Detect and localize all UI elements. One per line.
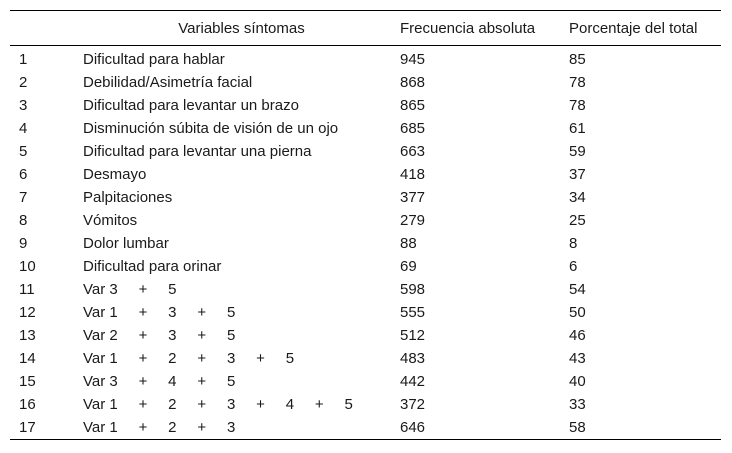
row-variable: Var 3 + 5 <box>83 281 177 298</box>
row-percentage: 58 <box>569 419 586 436</box>
row-number: 17 <box>19 419 36 436</box>
table-row <box>10 186 721 209</box>
table-row <box>10 163 721 186</box>
row-frequency: 865 <box>400 97 426 114</box>
row-percentage: 40 <box>569 373 586 390</box>
table-row <box>10 94 721 117</box>
row-number: 14 <box>19 350 36 367</box>
row-variable: Dificultad para orinar <box>83 258 222 275</box>
table-row <box>10 416 721 440</box>
row-variable: Desmayo <box>83 166 147 183</box>
row-variable: Dolor lumbar <box>83 235 169 252</box>
table-row <box>10 324 721 347</box>
table-header-row <box>10 11 721 46</box>
row-frequency: 868 <box>400 74 426 91</box>
row-number: 7 <box>19 189 28 206</box>
row-number: 12 <box>19 304 36 321</box>
row-number: 5 <box>19 143 28 160</box>
row-percentage: 6 <box>569 258 578 275</box>
row-number: 8 <box>19 212 28 229</box>
row-variable: Var 3 + 4 + 5 <box>83 373 236 390</box>
row-frequency: 69 <box>400 258 417 275</box>
table-row <box>10 71 721 94</box>
table-row <box>10 140 721 163</box>
row-number: 16 <box>19 396 36 413</box>
row-variable: Palpitaciones <box>83 189 173 206</box>
row-number: 10 <box>19 258 36 275</box>
symptoms-table-container <box>10 10 721 440</box>
row-percentage: 78 <box>569 74 586 91</box>
table-row <box>10 347 721 370</box>
row-variable: Var 1 + 2 + 3 <box>83 419 236 436</box>
row-percentage: 59 <box>569 143 586 160</box>
table-row <box>10 46 721 72</box>
row-variable: Disminución súbita de visión de un ojo <box>83 120 339 137</box>
row-percentage: 25 <box>569 212 586 229</box>
table-row <box>10 393 721 416</box>
row-percentage: 33 <box>569 396 586 413</box>
row-variable: Var 1 + 2 + 3 + 4 + 5 <box>83 396 353 413</box>
row-frequency: 555 <box>400 304 426 321</box>
row-frequency: 685 <box>400 120 426 137</box>
table-row <box>10 117 721 140</box>
row-frequency: 945 <box>400 51 426 68</box>
symptoms-table <box>10 10 721 440</box>
row-frequency: 646 <box>400 419 426 436</box>
row-number: 2 <box>19 74 28 91</box>
row-percentage: 46 <box>569 327 586 344</box>
row-frequency: 483 <box>400 350 426 367</box>
row-percentage: 8 <box>569 235 578 252</box>
row-frequency: 88 <box>400 235 417 252</box>
row-percentage: 85 <box>569 51 586 68</box>
row-number: 1 <box>19 51 28 68</box>
row-variable: Dificultad para hablar <box>83 51 225 68</box>
row-percentage: 34 <box>569 189 586 206</box>
table-row <box>10 255 721 278</box>
row-number: 6 <box>19 166 28 183</box>
row-variable: Var 2 + 3 + 5 <box>83 327 236 344</box>
row-number: 13 <box>19 327 36 344</box>
table-row <box>10 278 721 301</box>
row-frequency: 418 <box>400 166 426 183</box>
row-number: 11 <box>19 281 35 298</box>
row-percentage: 50 <box>569 304 586 321</box>
row-variable: Vómitos <box>83 212 138 229</box>
row-frequency: 512 <box>400 327 426 344</box>
row-frequency: 279 <box>400 212 426 229</box>
row-frequency: 442 <box>400 373 426 390</box>
row-number: 4 <box>19 120 28 137</box>
header-number <box>10 11 83 46</box>
row-percentage: 43 <box>569 350 586 367</box>
header-percentage: Porcentaje del total <box>569 19 698 37</box>
row-variable: Dificultad para levantar una pierna <box>83 143 312 160</box>
row-number: 15 <box>19 373 36 390</box>
row-variable: Var 1 + 2 + 3 + 5 <box>83 350 295 367</box>
header-variables: Variables síntomas <box>178 19 305 37</box>
row-frequency: 663 <box>400 143 426 160</box>
row-percentage: 61 <box>569 120 586 137</box>
table-row <box>10 370 721 393</box>
row-number: 3 <box>19 97 28 114</box>
table-row <box>10 209 721 232</box>
row-frequency: 598 <box>400 281 426 298</box>
row-variable: Dificultad para levantar un brazo <box>83 97 299 114</box>
table-row <box>10 232 721 255</box>
header-frequency: Frecuencia absoluta <box>400 19 536 37</box>
row-percentage: 37 <box>569 166 586 183</box>
row-percentage: 78 <box>569 97 586 114</box>
row-frequency: 377 <box>400 189 426 206</box>
row-variable: Var 1 + 3 + 5 <box>83 304 236 321</box>
row-frequency: 372 <box>400 396 426 413</box>
row-variable: Debilidad/Asimetría facial <box>83 74 253 91</box>
row-percentage: 54 <box>569 281 586 298</box>
table-body <box>10 46 721 440</box>
table-row <box>10 301 721 324</box>
row-number: 9 <box>19 235 28 252</box>
